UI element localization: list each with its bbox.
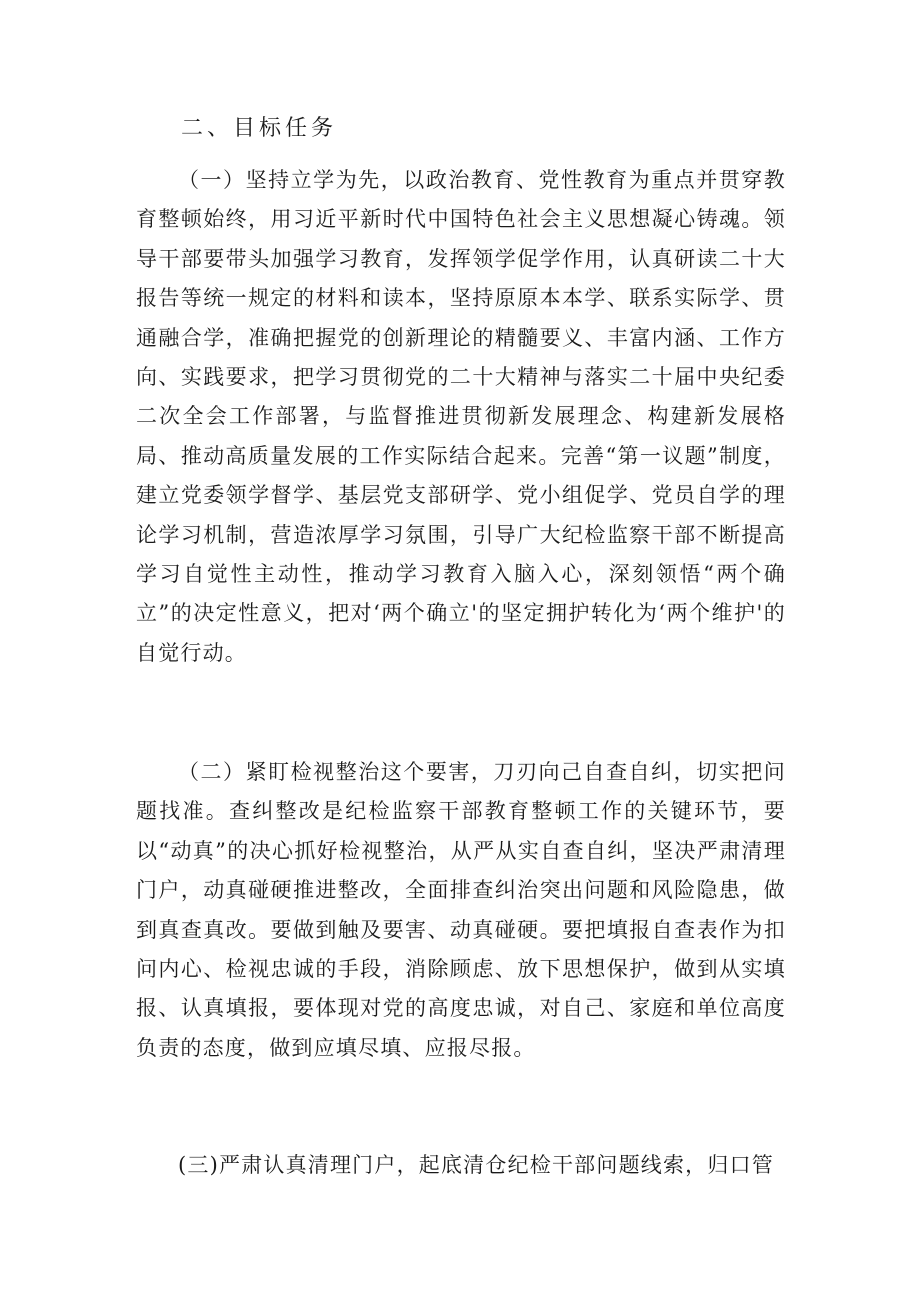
paragraph-1: （一）坚持立学为先，以政治教育、党性教育为重点并贯穿教育整顿始终，用习近平新时代中国特色社会主义思想凝心铸魂。领导干部要带头加强学习教育，发挥领学促学作用，认真研读二十大报告等统一规定的材料和读本，坚持原原本本学、联系实际学、贯通融合学，准确把握党的创新理论的精髓要义、丰富内涵、工作方向、实践要求，把学习贯彻党的二十大精神与落实二十届中央纪委二次全会工作部署，与监督推进贯彻新发展理念、构建新发展格局、推动高质量发展的工作实际结合起来。完善“第一议题”制度，建立党委领学督学、基层党支部研学、党小组促学、党员自学的理论学习机制，营造浓厚学习氛围，引导广大纪检监察干部不断提高学习自觉性主动性，推动学习教育入脑入心，深刻领悟“两个确立”的决定性意义，把对‘两个确立'的坚定拥护转化为‘两个维护'的自觉行动。 (136, 168, 786, 665)
paragraph-3: (三)严肃认真清理门户，起底清仓纪检干部问题线索，归口管 (178, 1153, 774, 1177)
paragraph-2: （二）紧盯检视整治这个要害，刀刃向己自查自纠，切实把问题找准。查纠整改是纪检监察干部教育整顿工作的关键环节，要以“动真”的决心抓好检视整治，从严从实自查自纠，坚决严肃清理门户，动真碰硬推进整改，全面排查纠治突出问题和风险隐患，做到真查真改。要做到触及要害、动真碰硬。要把填报自查表作为扣问内心、检视忠诚的手段，消除顾虑、放下思想保护，做到从实填报、认真填报，要体现对党的高度忠诚，对自己、家庭和单位高度负责的态度，做到应填尽填、应报尽报。 (136, 760, 786, 1060)
section-heading: 二、目标任务 (181, 116, 338, 141)
